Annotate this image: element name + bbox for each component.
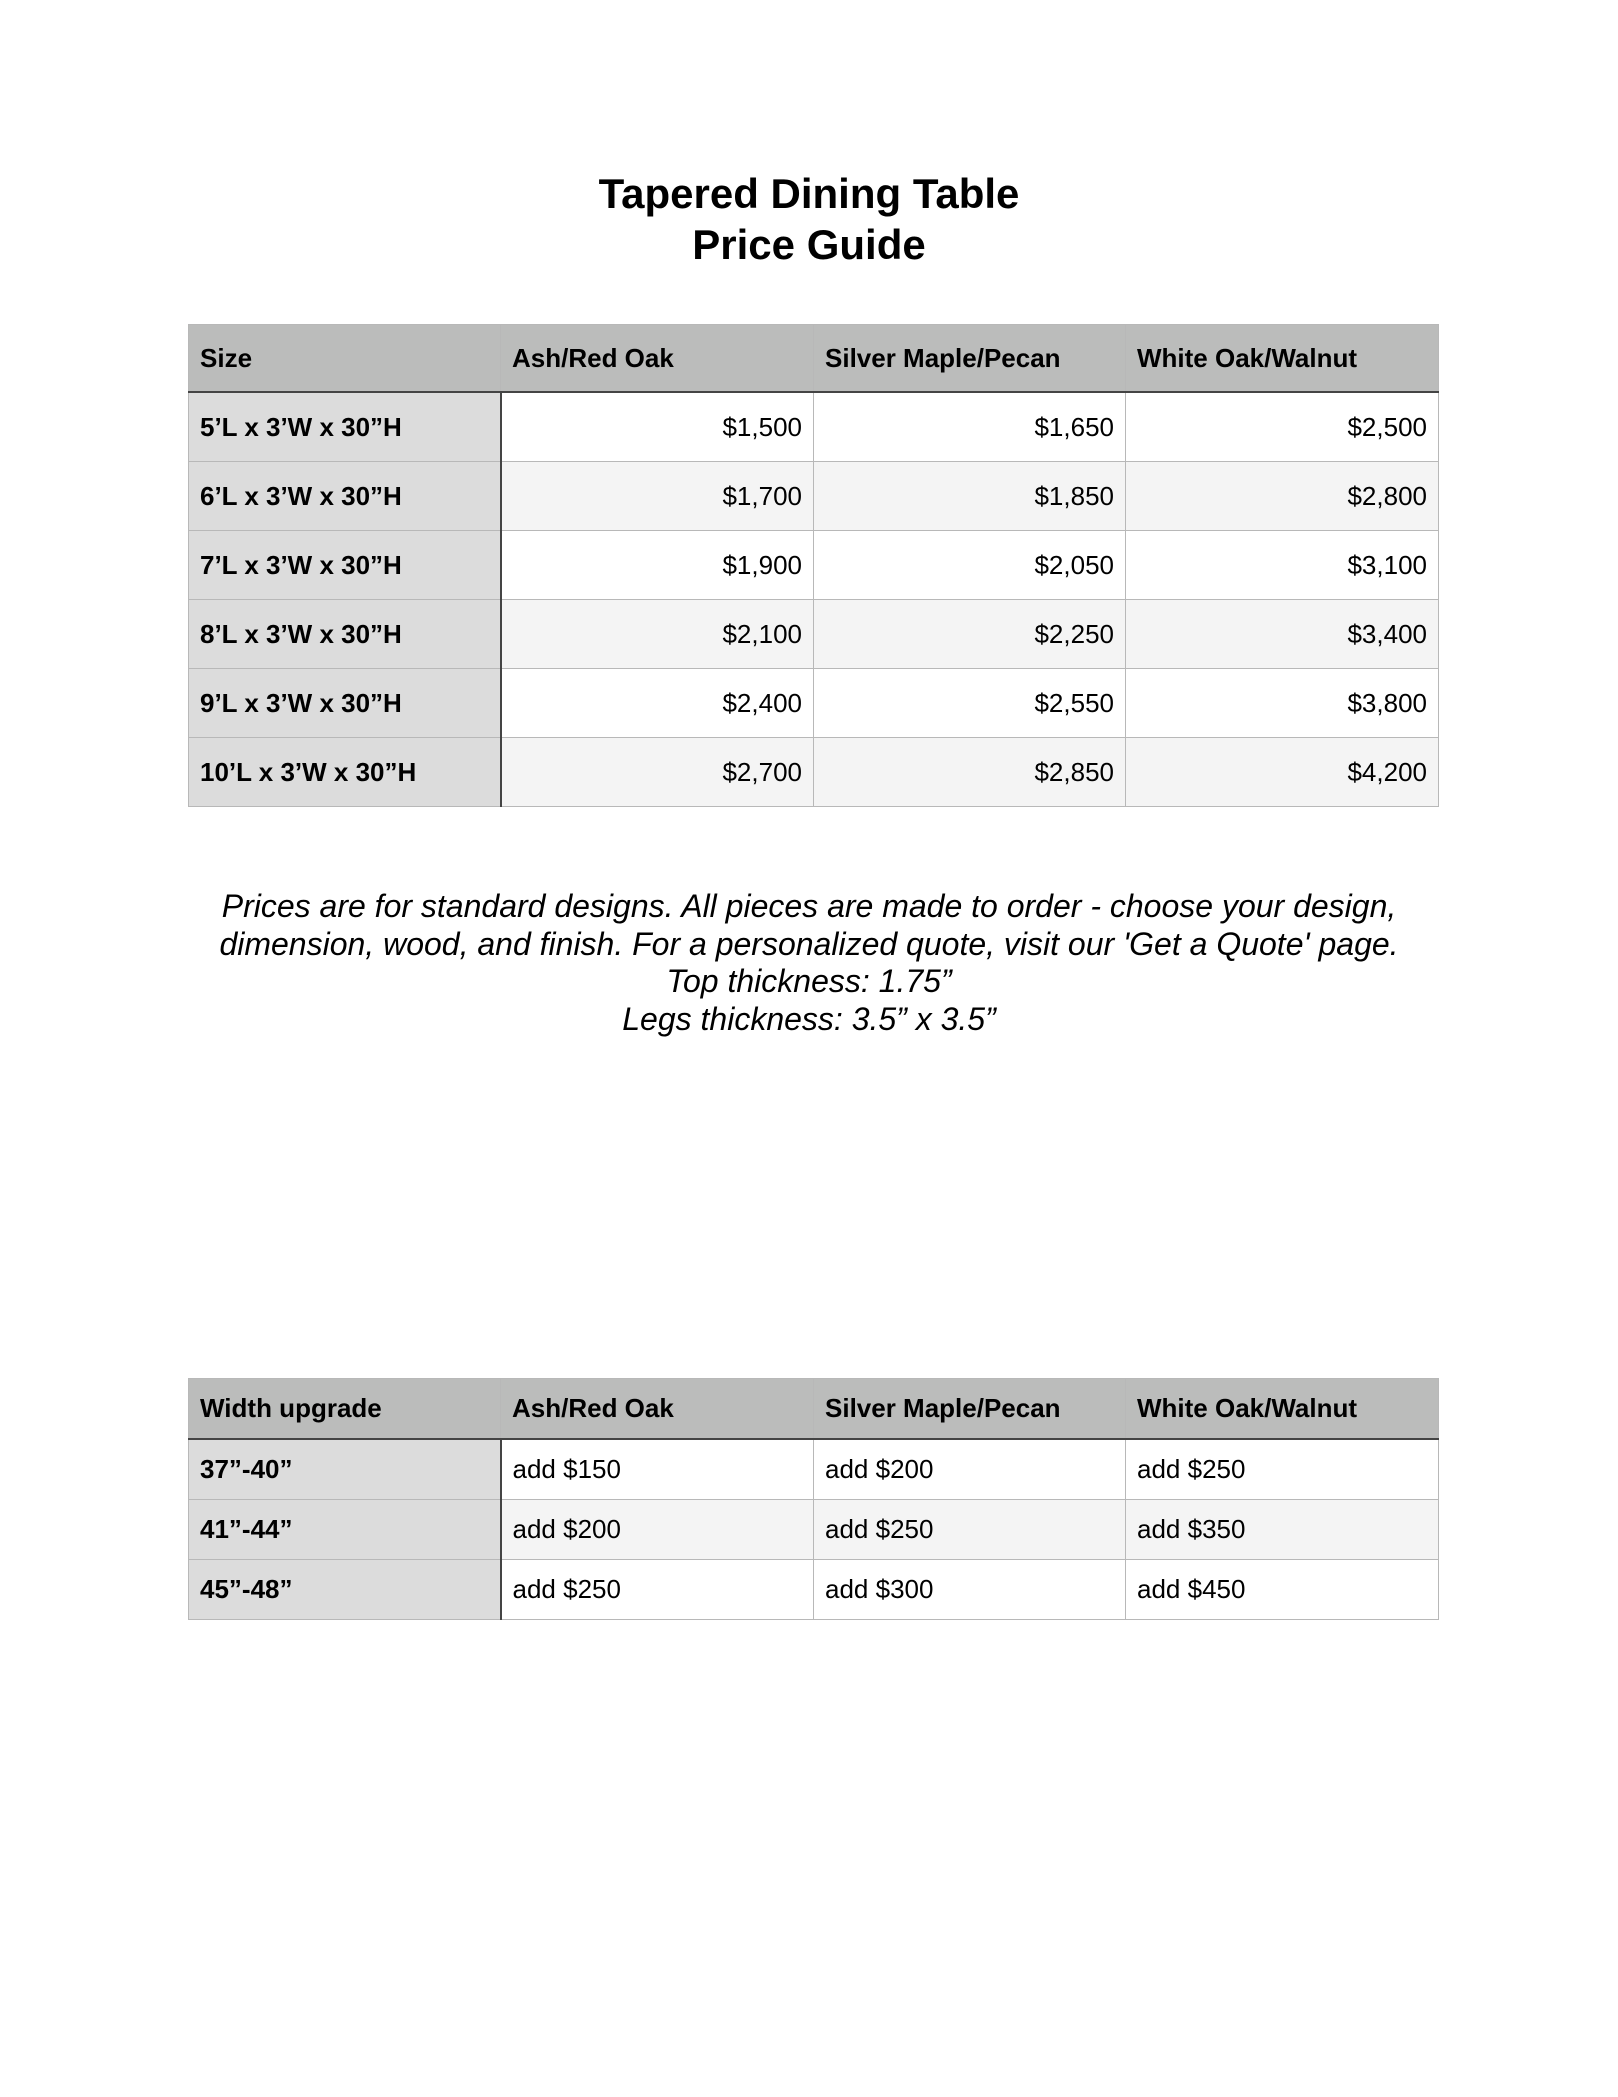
- header-width-upgrade: Width upgrade: [189, 1379, 501, 1440]
- header-ash-red-oak: Ash/Red Oak: [501, 325, 814, 393]
- header-size: Size: [189, 325, 501, 393]
- price-cell: $2,850: [814, 738, 1126, 807]
- row-size-label: 9’L x 3’W x 30”H: [189, 669, 501, 738]
- price-cell: $4,200: [1126, 738, 1439, 807]
- table-row: [189, 1560, 1439, 1620]
- price-cell: $2,550: [814, 669, 1126, 738]
- width-upgrade-table: [188, 1378, 1439, 1620]
- header-silver-maple-pecan: Silver Maple/Pecan: [814, 1379, 1126, 1440]
- price-cell: $2,500: [1126, 392, 1439, 462]
- upgrade-price-cell: add $250: [501, 1560, 814, 1620]
- table-row: [189, 1500, 1439, 1560]
- table-row: [189, 462, 1439, 531]
- legs-thickness-note: Legs thickness: 3.5” x 3.5”: [622, 1000, 996, 1037]
- upgrade-price-cell: add $300: [814, 1560, 1126, 1620]
- page-title: [0, 168, 1618, 270]
- price-cell: $1,900: [501, 531, 814, 600]
- title-line-1: Tapered Dining Table: [598, 170, 1020, 217]
- row-size-label: 6’L x 3’W x 30”H: [189, 462, 501, 531]
- row-width-label: 45”-48”: [189, 1560, 501, 1620]
- top-thickness-note: Top thickness: 1.75”: [666, 963, 952, 999]
- table-row: [189, 600, 1439, 669]
- header-ash-red-oak: Ash/Red Oak: [501, 1379, 814, 1440]
- row-width-label: 41”-44”: [189, 1500, 501, 1560]
- upgrade-price-cell: add $450: [1126, 1560, 1439, 1620]
- price-cell: $3,100: [1126, 531, 1439, 600]
- price-cell: $1,700: [501, 462, 814, 531]
- price-cell: $1,650: [814, 392, 1126, 462]
- row-size-label: 7’L x 3’W x 30”H: [189, 531, 501, 600]
- table-header-row: [189, 325, 1439, 393]
- price-cell: $2,250: [814, 600, 1126, 669]
- price-cell: $2,700: [501, 738, 814, 807]
- upgrade-price-cell: add $250: [1126, 1439, 1439, 1500]
- row-size-label: 10’L x 3’W x 30”H: [189, 738, 501, 807]
- table-row: [189, 669, 1439, 738]
- upgrade-price-cell: add $250: [814, 1500, 1126, 1560]
- title-line-2: Price Guide: [692, 221, 926, 268]
- header-white-oak-walnut: White Oak/Walnut: [1126, 1379, 1439, 1440]
- table-row: [189, 738, 1439, 807]
- price-cell: $2,400: [501, 669, 814, 738]
- pricing-notes: [0, 888, 1618, 1038]
- price-cell: $1,850: [814, 462, 1126, 531]
- price-cell: $1,500: [501, 392, 814, 462]
- table-row: [189, 1439, 1439, 1500]
- row-size-label: 8’L x 3’W x 30”H: [189, 600, 501, 669]
- row-size-label: 5’L x 3’W x 30”H: [189, 392, 501, 462]
- table-row: [189, 531, 1439, 600]
- price-cell: $3,400: [1126, 600, 1439, 669]
- price-cell: $3,800: [1126, 669, 1439, 738]
- row-width-label: 37”-40”: [189, 1439, 501, 1500]
- upgrade-price-cell: add $200: [501, 1500, 814, 1560]
- price-cell: $2,050: [814, 531, 1126, 600]
- table-row: [189, 392, 1439, 462]
- upgrade-price-cell: add $200: [814, 1439, 1126, 1500]
- size-price-table: [188, 324, 1439, 807]
- notes-line: Prices are for standard designs. All pieces are made to order - choose your design,: [221, 888, 1397, 924]
- price-cell: $2,100: [501, 600, 814, 669]
- header-white-oak-walnut: White Oak/Walnut: [1126, 325, 1439, 393]
- upgrade-price-cell: add $350: [1126, 1500, 1439, 1560]
- price-cell: $2,800: [1126, 462, 1439, 531]
- header-silver-maple-pecan: Silver Maple/Pecan: [814, 325, 1126, 393]
- notes-line: dimension, wood, and finish. For a personalized quote, visit our 'Get a Quote' page.: [219, 925, 1399, 962]
- upgrade-price-cell: add $150: [501, 1439, 814, 1500]
- table-header-row: [189, 1379, 1439, 1440]
